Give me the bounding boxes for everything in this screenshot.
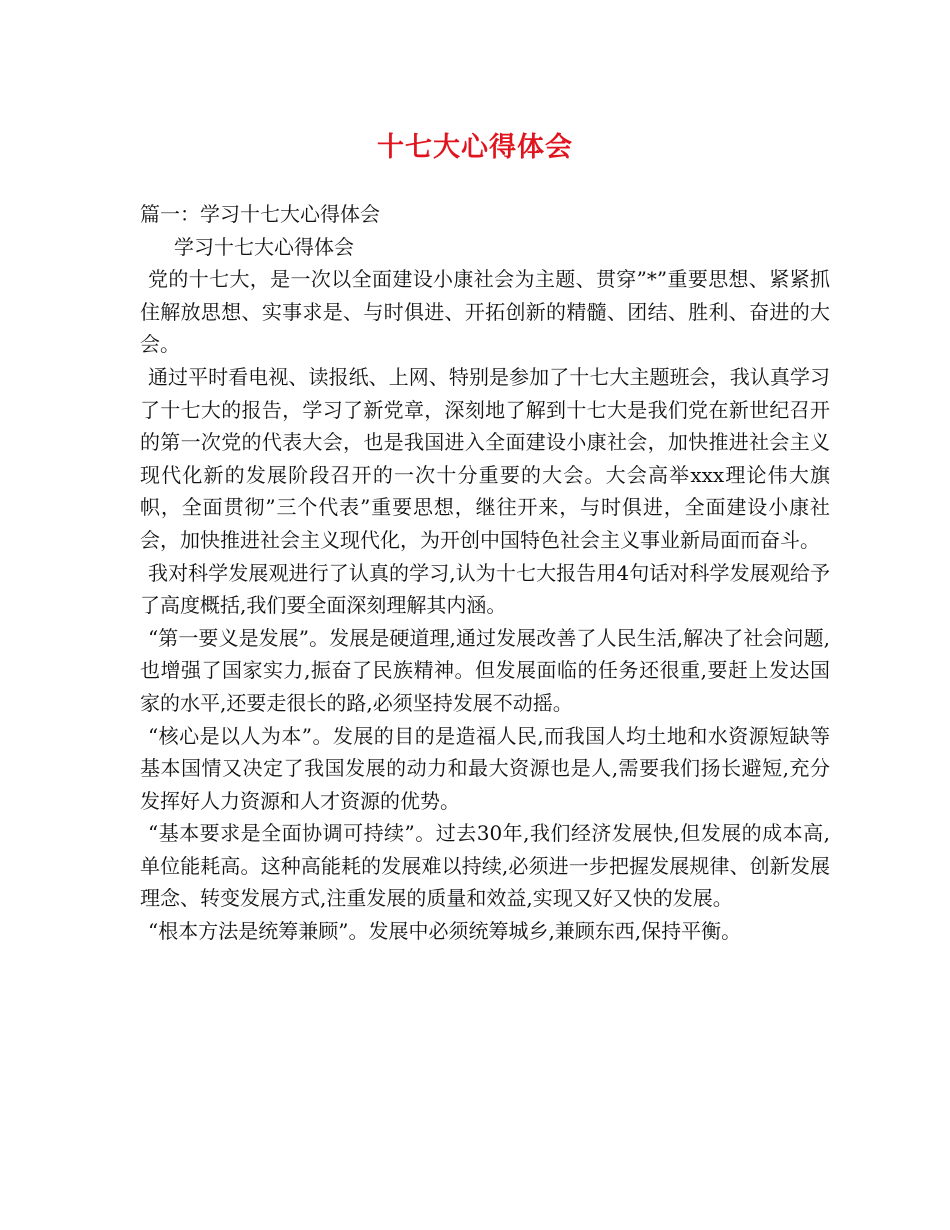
document-body — [140, 198, 830, 948]
subheading: 学习十七大心得体会 — [174, 234, 354, 259]
paragraph: “基本要求是全面协调可持续”。过去30年,我们经济发展快,但发展的成本高,单位能耗高。这种高能耗的发展难以持续,必须进一步把握发展规律、创新发展理念、转变发展方式,注重发展的质量和效益,实现又好又快的发展。 — [140, 821, 830, 911]
section-heading: 篇一：学习十七大心得体会 — [140, 202, 380, 226]
paragraph: 党的十七大，是一次以全面建设小康社会为主题、贯穿”*”重要思想、紧紧抓住解放思想、实事求是、与时俱进、开拓创新的精髓、团结、胜利、奋进的大会。 — [140, 267, 830, 357]
paragraph: “第一要义是发展”。发展是硬道理,通过发展改善了人民生活,解决了社会问题,也增强了国家实力,振奋了民族精神。但发展面临的任务还很重,要赶上发达国家的水平,还要走很长的路,必须坚持发展不动摇。 — [140, 625, 830, 715]
paragraph: “根本方法是统筹兼顾”。发展中必须统筹城乡,兼顾东西,保持平衡。 — [148, 919, 742, 944]
paragraph: 通过平时看电视、读报纸、上网、特别是参加了十七大主题班会，我认真学习了十七大的报告，学习了新党章，深刻地了解到十七大是我们党在新世纪召开的第一次党的代表大会，也是我国进入全面建设小康社会，加快推进社会主义现代化新的发展阶段召开的一次十分重要的大会。大会高举xxx理论伟大旗帜，全面贯彻”三个代表”重要思想，继往开来，与时俱进，全面建设小康社会，加快推进社会主义现代化，为开创中国特色社会主义事业新局面而奋斗。 — [140, 364, 830, 552]
paragraph: 我对科学发展观进行了认真的学习,认为十七大报告用4句话对科学发展观给予了高度概括,我们要全面深刻理解其内涵。 — [140, 560, 830, 618]
document-title: 十七大心得体会 — [377, 132, 573, 163]
paragraph: “核心是以人为本”。发展的目的是造福人民,而我国人均土地和水资源短缺等基本国情又决定了我国发展的动力和最大资源也是人,需要我们扬长避短,充分发挥好人力资源和人才资源的优势。 — [140, 723, 830, 813]
